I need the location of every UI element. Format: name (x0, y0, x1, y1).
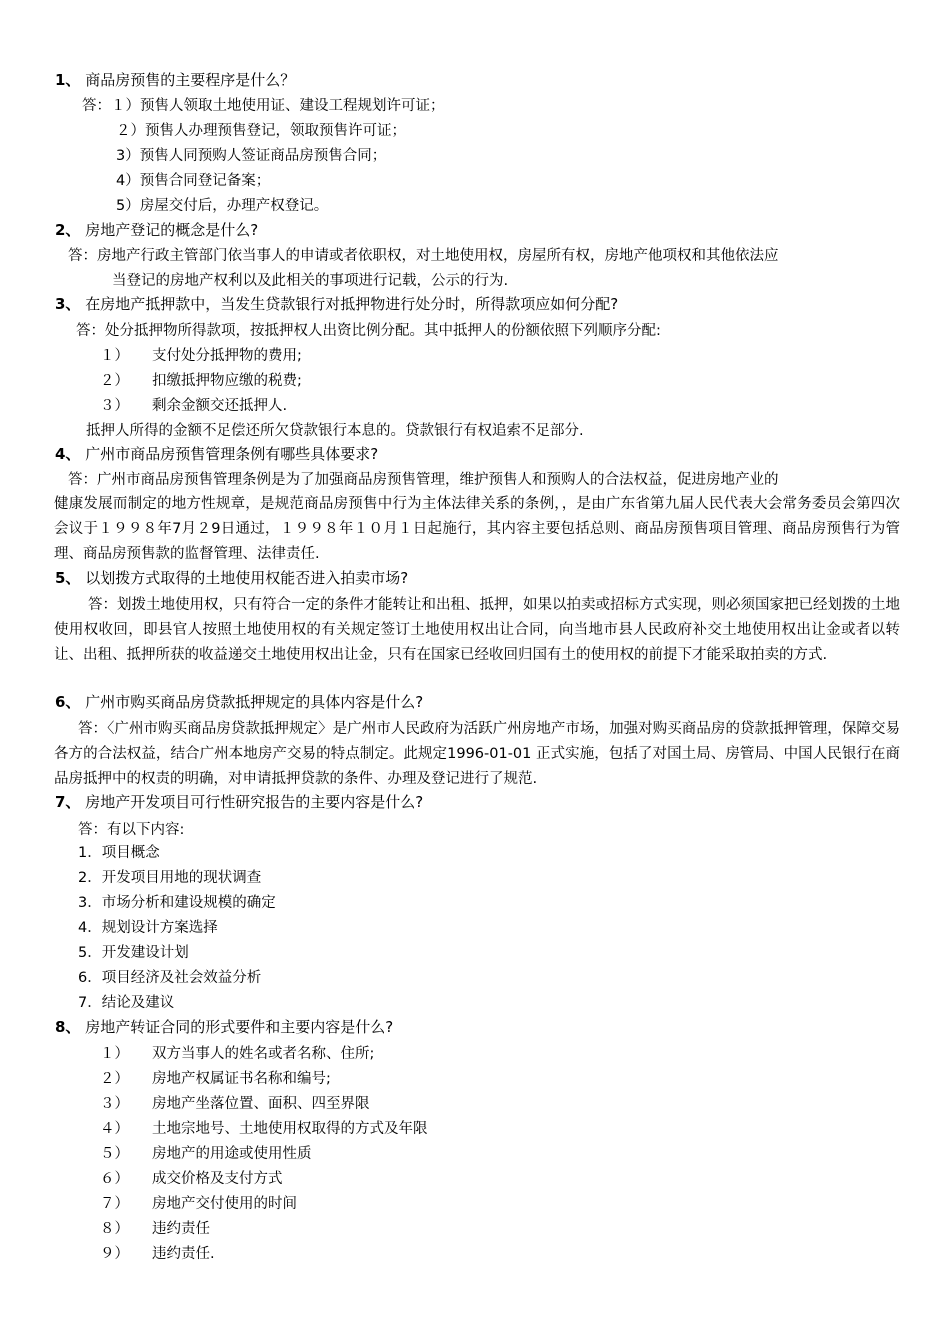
list-item-number: ３） (100, 398, 129, 414)
question-number: 2、 (55, 221, 81, 239)
question-2 (55, 220, 258, 240)
question-8 (55, 1017, 393, 1037)
list-item-text: 房地产坐落位置、面积、四至界限 (152, 1096, 370, 1112)
list-item-number: ２） (100, 373, 129, 389)
list-item-text: 房地产交付使用的时间 (152, 1196, 297, 1212)
list-item-number: ９） (100, 1246, 129, 1262)
question-1 (55, 70, 295, 90)
list-item-text: 成交价格及支付方式 (152, 1171, 283, 1187)
list-item-number: ８） (100, 1221, 129, 1237)
answer-1-line: 4）预售合同登记备案； (116, 173, 271, 189)
question-number: 8、 (55, 1018, 81, 1036)
question-6 (55, 692, 423, 712)
answer-4: 答：广州市商品房预售管理条例是为了加强商品房预售管理，维护预售人和预购人的合法权益，促进房地产业的 (68, 472, 779, 488)
list-item (100, 1144, 312, 1164)
answer-2-cont: 当登记的房地产权利以及此相关的事项进行记载，公示的行为. (112, 273, 509, 289)
question-number: 3、 (55, 295, 81, 313)
list-item-text: 剩余金额交还抵押人. (152, 398, 288, 414)
list-item (100, 396, 287, 416)
list-item-text: 房地产的用途或使用性质 (152, 1146, 312, 1162)
answer-2: 答：房地产行政主管部门依当事人的申请或者依职权，对土地使用权，房屋所有权，房地产他项权和其他依法应 (68, 248, 779, 264)
list-item: 7．结论及建议 (78, 995, 175, 1011)
answer-5: 答：划拨土地使用权，只有符合一定的条件才能转让和出租、抵押，如果以拍卖或招标方式实现，则必须国家把已经划拨的土地使用权收回，即县官人按照土地使用权的有关规定签订土地使用权出让合同，向当地市县人民政府补交土地使用权出让金或者以转让、出租、抵押所获的收益递交土地使用权出让金，只有在国家已经收回归国有土的使用权的前提下才能采取拍卖的方式. (54, 597, 900, 663)
question-number: 4、 (55, 445, 81, 463)
list-item (100, 346, 302, 366)
answer-3: 答：处分抵押物所得款项，按抵押权人出资比例分配。其中抵押人的份额依照下列顺序分配: (76, 323, 661, 339)
list-item-text: 支付处分抵押物的费用; (152, 348, 302, 364)
list-item-text: 双方当事人的姓名或者名称、住所; (152, 1046, 375, 1062)
list-item-number: ６） (100, 1171, 129, 1187)
question-title: 房地产开发项目可行性研究报告的主要内容是什么? (85, 793, 424, 811)
question-number: 1、 (55, 71, 81, 89)
question-title: 房地产登记的概念是什么? (85, 221, 259, 239)
list-item (100, 1244, 215, 1264)
list-item: 3．市场分析和建设规模的确定 (78, 895, 276, 911)
question-title: 在房地产抵押款中，当发生贷款银行对抵押物进行处分时，所得款项应如何分配? (85, 295, 619, 313)
list-item: 6．项目经济及社会效益分析 (78, 970, 262, 986)
question-4 (55, 444, 378, 464)
question-title: 广州市购买商品房贷款抵押规定的具体内容是什么? (85, 693, 424, 711)
question-5 (55, 568, 408, 588)
list-item-number: ２） (100, 1071, 129, 1087)
list-item-number: １） (100, 348, 129, 364)
list-item: 5．开发建设计划 (78, 945, 189, 961)
list-item-text: 扣缴抵押物应缴的税费; (152, 373, 302, 389)
list-item (100, 1069, 331, 1089)
list-item-number: ３） (100, 1096, 129, 1112)
question-3 (55, 294, 618, 314)
list-item-text: 土地宗地号、土地使用权取得的方式及年限 (152, 1121, 428, 1137)
question-number: 7、 (55, 793, 81, 811)
list-item-text: 房地产权属证书名称和编号; (152, 1071, 331, 1087)
list-item (100, 1169, 283, 1189)
list-item-text: 违约责任 (152, 1221, 210, 1237)
list-item (100, 1044, 374, 1064)
answer-4-cont: 健康发展而制定的地方性规章，是规范商品房预售中行为主体法律关系的条例，，是由广东省第九届人民代表大会常务委员会第四次会议于１９９８年7月２9日通过，１９９８年１０月１日起施行，其内容主要包括总则、商品房预售项目管理、商品房预售行为管理、商品房预售款的监督管理、法律责任. (54, 496, 900, 562)
answer-7: 答：有以下内容: (78, 822, 185, 838)
question-title: 商品房预售的主要程序是什么？ (85, 71, 296, 89)
question-number: 6、 (55, 693, 81, 711)
answer-1: 答：１）预售人领取土地使用证、建设工程规划许可证； (82, 98, 445, 114)
question-title: 以划拨方式取得的土地使用权能否进入拍卖市场? (85, 569, 409, 587)
list-item (100, 1094, 370, 1114)
list-item: 1．项目概念 (78, 845, 160, 861)
list-item-number: ５） (100, 1146, 129, 1162)
answer-1-line: 3）预售人同预购人签证商品房预售合同； (116, 148, 387, 164)
list-item: 4．规划设计方案选择 (78, 920, 218, 936)
list-item-number: ７） (100, 1196, 129, 1212)
question-7 (55, 792, 423, 812)
question-title: 房地产转证合同的形式要件和主要内容是什么? (85, 1018, 394, 1036)
answer-1-line: ２）预售人办理预售登记，领取预售许可证； (116, 123, 406, 139)
list-item (100, 1194, 297, 1214)
list-item-number: ４） (100, 1121, 129, 1137)
list-item (100, 1219, 210, 1239)
list-item (100, 1119, 428, 1139)
list-item: 2．开发项目用地的现状调查 (78, 870, 262, 886)
answer-6: 答：〈广州市购买商品房贷款抵押规定〉是广州市人民政府为活跃广州房地产市场，加强对购买商品房的贷款抵押管理，保障交易各方的合法权益，结合广州本地房产交易的特点制定。此规定1996-01-01 正式实施，包括了对国土局、房管局、中国人民银行在商品房抵押中的权责的明确，对申请抵押贷款的条件、办理及登记进行了规范. (54, 721, 900, 787)
question-number: 5、 (55, 569, 81, 587)
list-item-number: １） (100, 1046, 129, 1062)
list-item (100, 371, 302, 391)
answer-3-tail: 抵押人所得的金额不足偿还所欠贷款银行本息的。贷款银行有权追索不足部分. (86, 423, 584, 439)
answer-1-line: 5）房屋交付后，办理产权登记。 (116, 198, 329, 214)
question-title: 广州市商品房预售管理条例有哪些具体要求? (85, 445, 379, 463)
list-item-text: 违约责任. (152, 1246, 215, 1262)
